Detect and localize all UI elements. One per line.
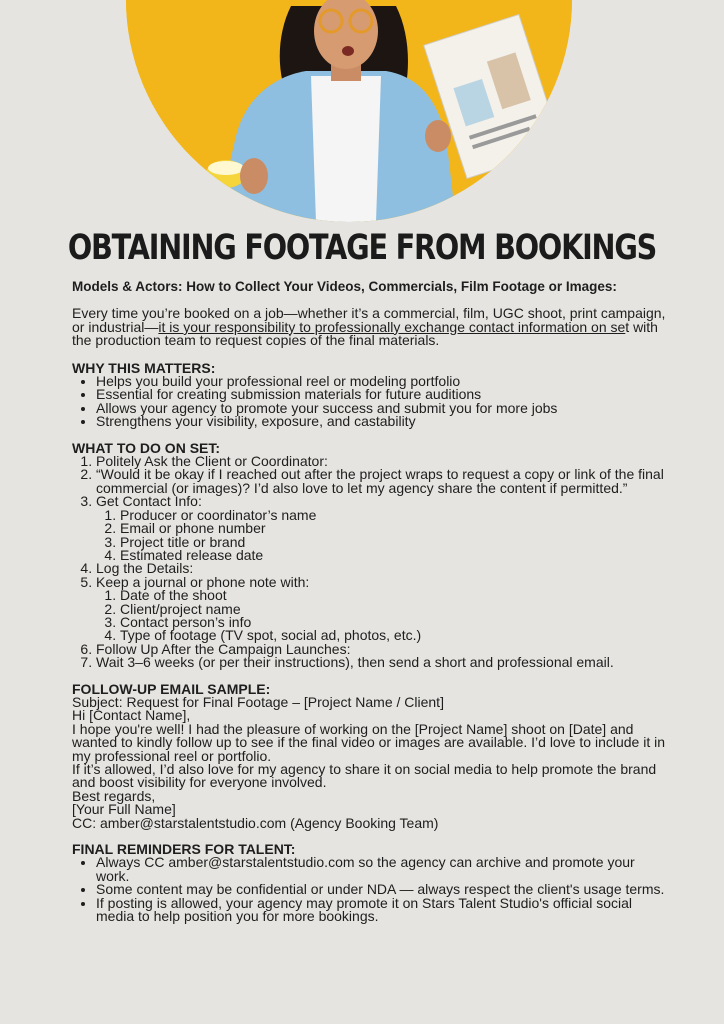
list-item: • If posting is allowed, your agency may promote it on Stars Talent Studio's official social media to help position you for more bookings. <box>96 897 672 924</box>
reminders-heading: FINAL REMINDERS FOR TALENT: <box>72 841 296 858</box>
intro-text: Every time you’re booked on a job—whether it’s a commercial, film, UGC shoot, print campaign, or industrial— <box>72 305 666 335</box>
list-item: 1. Date of the shoot <box>120 589 672 602</box>
email-line: Hi [Contact Name], <box>72 707 191 724</box>
step-5 <box>96 573 672 644</box>
step-3 <box>96 495 672 562</box>
woman-with-magazine-illustration <box>126 0 572 222</box>
list-item: • Strengthens your visibility, exposure, and castability <box>96 415 672 428</box>
step-3-label: Get Contact Info: <box>96 493 202 510</box>
step-1: 1. Politely Ask the Client or Coordinator: <box>96 455 672 468</box>
subtitle: Models & Actors: How to Collect Your Videos, Commercials, Film Footage or Images: <box>72 279 617 294</box>
hero-photo <box>126 0 572 222</box>
intro-text-end: t with the production team to request copies of the final materials. <box>72 318 658 349</box>
why-section <box>72 359 672 430</box>
document-body <box>72 280 672 936</box>
list-item: 2. Email or phone number <box>120 522 672 535</box>
list-item: • Essential for creating submission materials for future auditions <box>96 388 672 401</box>
email-line: CC: amber@starstalentstudio.com (Agency Booking Team) <box>72 814 439 831</box>
todo-steps <box>72 455 672 670</box>
step-2: 2. “Would it be okay if I reached out after the project wraps to request a copy or link of the final commercial (or images)? I’d also love to let my agency share the content if permitted.” <box>96 468 672 495</box>
list-item: • Always CC amber@starstalentstudio.com so the agency can archive and promote your work. <box>96 856 672 883</box>
list-item: 3. Project title or brand <box>120 536 672 549</box>
list-item: 2. Client/project name <box>120 603 672 616</box>
step-5-label: Keep a journal or phone note with: <box>96 573 310 590</box>
journal-list <box>96 589 672 643</box>
email-section <box>72 680 672 831</box>
list-item: 4. Type of footage (TV spot, social ad, photos, etc.) <box>120 629 672 642</box>
email-line: If it’s allowed, I’d also love for my agency to share it on social media to help promote the brand and boost visibility for everyone involved. <box>72 761 657 791</box>
list-item: 1. Producer or coordinator’s name <box>120 509 672 522</box>
todo-heading: WHAT TO DO ON SET: <box>72 439 221 456</box>
email-line: [Your Full Name] <box>72 801 176 818</box>
email-line: I hope you're well! I had the pleasure of working on the [Project Name] shoot on [Date] and wanted to kindly follow up to see if the final video or images are available. I’d love to include it in my professional reel or portfolio. <box>72 720 666 764</box>
reminders-section <box>72 843 672 923</box>
intro-paragraph <box>72 307 672 347</box>
todo-section <box>72 439 672 671</box>
email-heading: FOLLOW-UP EMAIL SAMPLE: <box>72 680 271 697</box>
step-6: 6. Follow Up After the Campaign Launches: <box>96 643 672 656</box>
step-7: 7. Wait 3–6 weeks (or per their instructions), then send a short and professional email. <box>96 656 672 669</box>
list-item: • Some content may be confidential or under NDA — always respect the client's usage terms. <box>96 883 672 896</box>
contact-info-list <box>96 506 672 563</box>
step-4: 4. Log the Details: <box>96 562 672 575</box>
list-item: 3. Contact person’s info <box>120 616 672 629</box>
intro-underlined-text: it is your responsibility to professionally exchange contact information on se <box>158 318 626 335</box>
page-title: OBTAINING FOOTAGE FROM BOOKINGS <box>67 228 657 268</box>
list-item: • Helps you build your professional reel or modeling portfolio <box>96 375 672 388</box>
reminders-list <box>72 856 672 923</box>
list-item: 4. Estimated release date <box>120 549 672 562</box>
email-line: Subject: Request for Final Footage – [Project Name / Client] <box>72 693 444 710</box>
list-item: • Allows your agency to promote your success and submit you for more jobs <box>96 402 672 415</box>
email-line: Best regards, <box>72 787 156 804</box>
why-list <box>72 375 672 429</box>
why-heading: WHY THIS MATTERS: <box>72 359 216 376</box>
